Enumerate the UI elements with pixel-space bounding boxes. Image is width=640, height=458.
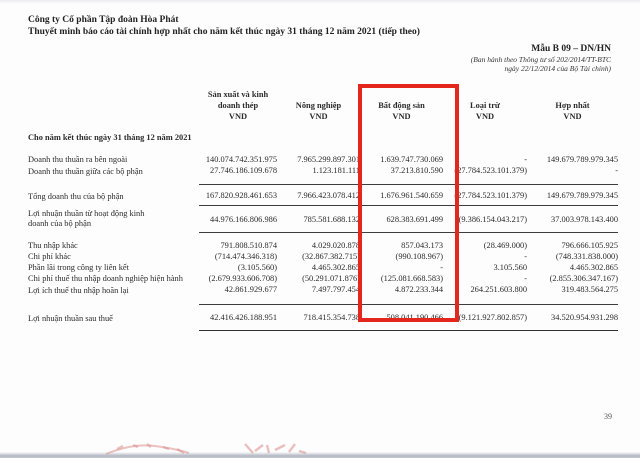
cell: (9.386.154.043.217) xyxy=(443,206,527,233)
form-code: Mẫu B 09 – DN/HN xyxy=(531,44,611,54)
row-label: Chi phí khác xyxy=(28,252,71,261)
cell: (9.121.927.802.857) xyxy=(443,305,527,331)
cell: (3.105.560) xyxy=(237,263,277,272)
cell: 149.679.789.979.345 xyxy=(546,155,618,164)
header-spacer xyxy=(28,84,199,124)
row-label: Lợi nhuận thuần sau thuế xyxy=(28,313,113,323)
cell: 1.123.181.111 xyxy=(277,165,360,185)
unit-label: VND xyxy=(392,112,411,121)
cell: 37.003.978.143.400 xyxy=(527,206,618,233)
row-label: Tổng doanh thu của bộ phận xyxy=(28,191,124,201)
cell: 508.041.190.466 xyxy=(360,305,443,331)
cell: 718.415.354.738 xyxy=(277,305,360,331)
cell: - xyxy=(524,155,527,164)
cell: (125.081.668.583) xyxy=(380,274,443,283)
cell: (2.679.933.606.708) xyxy=(208,274,277,283)
unit-label: VND xyxy=(475,112,495,121)
section-label: Cho năm kết thúc ngày 31 tháng 12 năm 2021 xyxy=(28,133,192,142)
cell: (27.784.523.101.379) xyxy=(443,185,527,206)
cell: 796.666.105.925 xyxy=(561,241,618,250)
table-row xyxy=(28,165,618,185)
cell: 264.251.603.800 xyxy=(443,284,527,305)
cell: 628.383.691.499 xyxy=(360,206,443,233)
section-row xyxy=(28,124,618,148)
unit-label: VND xyxy=(309,112,328,121)
segment-report-table xyxy=(28,84,618,331)
cell: 42.416.426.188.951 xyxy=(199,305,277,331)
unit-label: VND xyxy=(563,112,582,121)
cell: 1.639.747.730.069 xyxy=(380,155,443,164)
table-row xyxy=(28,262,618,273)
cell: (32.867.382.715) xyxy=(302,252,360,261)
row-label: Phần lãi trong công ty liên kết xyxy=(28,263,129,272)
unit-label: VND xyxy=(228,112,248,121)
row-label: Lợi nhuận thuần từ hoạt động kinh doanh của bộ phận xyxy=(28,208,145,228)
table-row-operating-profit xyxy=(28,206,618,233)
cell: 4.029.020.878 xyxy=(311,241,360,250)
cell: 785.581.688.132 xyxy=(277,206,360,233)
cell: 167.820.928.461.653 xyxy=(199,185,277,206)
form-note-line2: ngày 22/12/2014 của Bộ Tài chính) xyxy=(504,64,611,73)
table-row xyxy=(28,233,618,252)
cell: 7.966.423.078.412 xyxy=(277,185,360,206)
cell: 4.872.233.344 xyxy=(360,284,443,305)
company-name: Công ty Cổ phần Tập đoàn Hòa Phát xyxy=(28,15,179,25)
row-label: Doanh thu thuần ra bên ngoài xyxy=(28,155,128,164)
cell: 1.676.961.540.659 xyxy=(360,185,443,206)
photo-edge-top xyxy=(0,0,640,4)
table-row-total-revenue xyxy=(28,185,618,206)
table-row xyxy=(28,284,618,305)
cell: 4.465.302.865 xyxy=(569,263,618,272)
row-label: Doanh thu thuần giữa các bộ phận xyxy=(28,166,143,176)
cell: 42.861.929.677 xyxy=(199,284,277,305)
cell: (50.291.071.876) xyxy=(302,274,360,283)
cell: 37.213.810.590 xyxy=(360,165,443,185)
cell: 149.679.789.979.345 xyxy=(527,185,618,206)
column-header-elimination: Loại trừ VND xyxy=(443,84,527,124)
column-header-real-estate: Bất động sản VND xyxy=(360,84,443,124)
row-label: Lợi ích thuế thu nhập hoãn lại xyxy=(28,285,129,295)
cell: (748.331.838.000) xyxy=(555,252,618,261)
cell: - xyxy=(527,165,618,185)
column-header-consolidated: Hợp nhất VND xyxy=(527,84,618,124)
cell: 3.105.560 xyxy=(493,263,527,272)
document-title: Thuyết minh báo cáo tài chính hợp nhất cho năm kết thúc ngày 31 tháng 12 năm 2021 (tiếp theo) xyxy=(28,27,420,37)
form-reference-block xyxy=(471,44,611,73)
cell: 140.074.742.351.975 xyxy=(205,155,277,164)
table-row xyxy=(28,251,618,262)
cell: (2.855.306.347.167) xyxy=(549,274,618,283)
cell: (714.474.346.318) xyxy=(214,252,277,261)
cell: (27.784.523.101.379) xyxy=(443,165,527,185)
table-row xyxy=(28,148,618,165)
cell: 27.746.186.109.678 xyxy=(199,165,277,185)
form-note-line1: (Ban hành theo Thông tư số 202/2014/TT-BTC xyxy=(470,55,611,64)
cell: 857.043.173 xyxy=(401,241,443,250)
page-number: 39 xyxy=(604,412,612,421)
row-label: Chi phí thuế thu nhập doanh nghiệp hiện hành xyxy=(28,274,183,283)
row-label: Thu nhập khác xyxy=(28,241,78,250)
cell: 319.483.564.275 xyxy=(527,284,618,305)
cell: 791.808.510.874 xyxy=(220,241,277,250)
table-row xyxy=(28,273,618,284)
table-row-net-profit xyxy=(28,305,618,331)
photo-edge-bottom xyxy=(0,452,640,458)
cell: - xyxy=(440,263,443,272)
cell: - xyxy=(524,274,527,283)
cell: 7.497.797.454 xyxy=(277,284,360,305)
cell: 34.520.954.931.298 xyxy=(527,305,618,331)
cell: - xyxy=(524,252,527,261)
cell: 7.965.299.897.301 xyxy=(297,155,360,164)
column-header-steel: Sản xuất và kinh doanh thép VND xyxy=(199,84,277,124)
table-header-row xyxy=(28,84,618,124)
column-header-agriculture: Nông nghiệp VND xyxy=(277,84,360,124)
cell: 44.976.166.806.986 xyxy=(199,206,277,233)
cell: (28.469.000) xyxy=(483,241,527,250)
cell: (990.108.967) xyxy=(395,252,443,261)
cell: 4.465.302.865 xyxy=(311,263,360,272)
